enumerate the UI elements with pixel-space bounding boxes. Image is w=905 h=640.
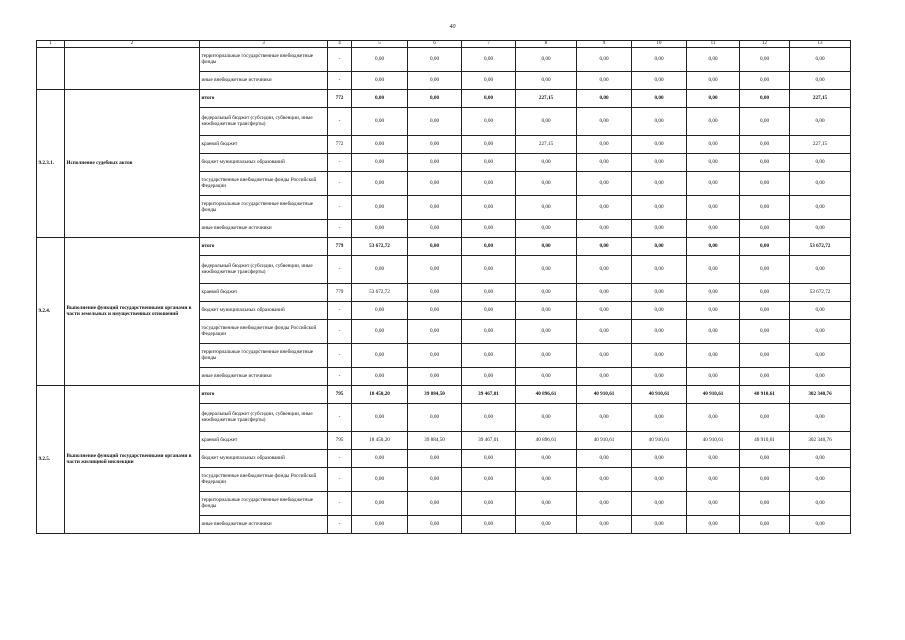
header-cell: 3 <box>200 41 328 48</box>
section-name <box>65 48 200 90</box>
value-cell: 0,00 <box>790 516 851 534</box>
value-cell: 0,00 <box>352 302 408 320</box>
code-cell: - <box>328 368 352 386</box>
section-number <box>37 48 65 90</box>
value-cell: 0,00 <box>462 404 516 432</box>
value-cell: 0,00 <box>740 450 790 468</box>
value-cell: 0,00 <box>352 256 408 284</box>
value-cell: 0,00 <box>790 368 851 386</box>
value-cell: 0,00 <box>408 320 462 344</box>
value-cell: 0,00 <box>740 154 790 172</box>
code-cell: - <box>328 404 352 432</box>
value-cell: 0,00 <box>632 516 687 534</box>
value-cell: 227,15 <box>516 136 577 154</box>
value-cell: 0,00 <box>577 136 632 154</box>
value-cell: 0,00 <box>740 320 790 344</box>
value-cell: 0,00 <box>462 72 516 90</box>
source-cell: территориальные государственные внебюджетные фонды <box>200 492 328 516</box>
value-cell: 0,00 <box>740 468 790 492</box>
value-cell: 0,00 <box>632 256 687 284</box>
source-cell: федеральный бюджет (субсидии, субвенции, иные межбюджетные трансферты) <box>200 404 328 432</box>
value-cell: 0,00 <box>408 154 462 172</box>
value-cell: 0,00 <box>687 220 740 238</box>
value-cell: 0,00 <box>352 136 408 154</box>
value-cell: 0,00 <box>790 404 851 432</box>
value-cell: 0,00 <box>516 108 577 136</box>
value-cell: 0,00 <box>462 284 516 302</box>
value-cell: 0,00 <box>577 450 632 468</box>
table-row <box>37 48 851 72</box>
value-cell: 0,00 <box>462 172 516 196</box>
code-cell: - <box>328 516 352 534</box>
value-cell: 0,00 <box>352 404 408 432</box>
code-cell: - <box>328 320 352 344</box>
value-cell: 0,00 <box>687 404 740 432</box>
value-cell: 0,00 <box>462 48 516 72</box>
value-cell: 0,00 <box>687 154 740 172</box>
value-cell: 40 910,61 <box>577 386 632 404</box>
value-cell: 0,00 <box>352 320 408 344</box>
value-cell: 0,00 <box>790 48 851 72</box>
value-cell: 18 450,20 <box>352 386 408 404</box>
value-cell: 0,00 <box>408 238 462 256</box>
value-cell: 0,00 <box>632 72 687 90</box>
value-cell: 0,00 <box>516 284 577 302</box>
value-cell: 0,00 <box>632 284 687 302</box>
code-cell: 779 <box>328 284 352 302</box>
value-cell: 0,00 <box>516 72 577 90</box>
value-cell: 0,00 <box>408 220 462 238</box>
value-cell: 0,00 <box>790 344 851 368</box>
value-cell: 53 672,72 <box>352 284 408 302</box>
value-cell: 0,00 <box>462 256 516 284</box>
value-cell: 0,00 <box>577 344 632 368</box>
source-cell: бюджет муниципальных образований <box>200 154 328 172</box>
value-cell: 0,00 <box>462 238 516 256</box>
header-cell: 7 <box>462 41 516 48</box>
value-cell: 0,00 <box>577 48 632 72</box>
source-cell: итого <box>200 90 328 108</box>
value-cell: 0,00 <box>740 196 790 220</box>
value-cell: 302 340,76 <box>790 386 851 404</box>
value-cell: 0,00 <box>687 492 740 516</box>
value-cell: 0,00 <box>687 196 740 220</box>
value-cell: 0,00 <box>790 72 851 90</box>
source-cell: федеральный бюджет (субсидии, субвенции, иные межбюджетные трансферты) <box>200 108 328 136</box>
value-cell: 0,00 <box>740 90 790 108</box>
value-cell: 0,00 <box>577 404 632 432</box>
value-cell: 0,00 <box>790 492 851 516</box>
value-cell: 0,00 <box>408 344 462 368</box>
value-cell: 0,00 <box>632 404 687 432</box>
value-cell: 40 910,61 <box>687 386 740 404</box>
header-cell: 8 <box>516 41 577 48</box>
source-cell: итого <box>200 238 328 256</box>
value-cell: 0,00 <box>516 492 577 516</box>
header-cell: 11 <box>687 41 740 48</box>
value-cell: 0,00 <box>408 492 462 516</box>
value-cell: 0,00 <box>516 404 577 432</box>
value-cell: 0,00 <box>462 90 516 108</box>
value-cell: 0,00 <box>632 320 687 344</box>
header-cell: 13 <box>790 41 851 48</box>
value-cell: 0,00 <box>577 238 632 256</box>
value-cell: 39 467,01 <box>462 432 516 450</box>
code-cell: - <box>328 220 352 238</box>
value-cell: 0,00 <box>740 492 790 516</box>
value-cell: 0,00 <box>462 302 516 320</box>
value-cell: 0,00 <box>462 516 516 534</box>
value-cell: 0,00 <box>632 302 687 320</box>
source-cell: федеральный бюджет (субсидии, субвенции, иные межбюджетные трансферты) <box>200 256 328 284</box>
value-cell: 40 896,61 <box>516 386 577 404</box>
value-cell: 0,00 <box>687 302 740 320</box>
value-cell: 0,00 <box>352 72 408 90</box>
value-cell: 0,00 <box>577 256 632 284</box>
value-cell: 0,00 <box>790 196 851 220</box>
value-cell: 227,15 <box>516 90 577 108</box>
section-name: Исполнение судебных актов <box>65 90 200 238</box>
code-cell: - <box>328 72 352 90</box>
code-cell: 795 <box>328 432 352 450</box>
value-cell: 0,00 <box>740 72 790 90</box>
value-cell: 0,00 <box>352 468 408 492</box>
value-cell: 0,00 <box>408 48 462 72</box>
header-cell: 9 <box>577 41 632 48</box>
source-cell: бюджет муниципальных образований <box>200 450 328 468</box>
source-cell: территориальные государственные внебюджетные фонды <box>200 48 328 72</box>
section-number: 9.2.5. <box>37 386 65 534</box>
table-row <box>37 386 851 404</box>
value-cell: 0,00 <box>790 320 851 344</box>
value-cell: 0,00 <box>790 172 851 196</box>
value-cell: 0,00 <box>687 450 740 468</box>
value-cell: 0,00 <box>632 48 687 72</box>
code-cell: - <box>328 344 352 368</box>
value-cell: 40 910,61 <box>687 432 740 450</box>
code-cell: - <box>328 302 352 320</box>
value-cell: 0,00 <box>632 450 687 468</box>
source-cell: иные внебюджетные источники <box>200 72 328 90</box>
value-cell: 53 672,72 <box>790 284 851 302</box>
table-body <box>37 41 851 534</box>
value-cell: 0,00 <box>687 284 740 302</box>
header-row <box>37 41 851 48</box>
value-cell: 0,00 <box>516 154 577 172</box>
value-cell: 0,00 <box>687 238 740 256</box>
value-cell: 0,00 <box>352 516 408 534</box>
source-cell: краевой бюджет <box>200 432 328 450</box>
value-cell: 0,00 <box>352 154 408 172</box>
value-cell: 18 450,20 <box>352 432 408 450</box>
value-cell: 0,00 <box>740 256 790 284</box>
source-cell: иные внебюджетные источники <box>200 516 328 534</box>
header-cell: 12 <box>740 41 790 48</box>
header-cell: 1 <box>37 41 65 48</box>
code-cell: - <box>328 48 352 72</box>
value-cell: 0,00 <box>740 136 790 154</box>
value-cell: 0,00 <box>408 172 462 196</box>
value-cell: 0,00 <box>687 172 740 196</box>
value-cell: 40 910,61 <box>632 432 687 450</box>
value-cell: 0,00 <box>352 368 408 386</box>
value-cell: 0,00 <box>516 344 577 368</box>
value-cell: 0,00 <box>577 368 632 386</box>
value-cell: 0,00 <box>577 108 632 136</box>
value-cell: 0,00 <box>577 154 632 172</box>
value-cell: 40 910,61 <box>740 432 790 450</box>
value-cell: 0,00 <box>740 344 790 368</box>
code-cell: - <box>328 172 352 196</box>
value-cell: 0,00 <box>687 344 740 368</box>
value-cell: 0,00 <box>516 196 577 220</box>
value-cell: 0,00 <box>516 238 577 256</box>
code-cell: 772 <box>328 90 352 108</box>
value-cell: 0,00 <box>687 256 740 284</box>
value-cell: 0,00 <box>352 492 408 516</box>
value-cell: 0,00 <box>790 468 851 492</box>
value-cell: 0,00 <box>632 108 687 136</box>
value-cell: 53 672,72 <box>352 238 408 256</box>
value-cell: 0,00 <box>352 172 408 196</box>
value-cell: 0,00 <box>687 90 740 108</box>
value-cell: 0,00 <box>632 492 687 516</box>
code-cell: - <box>328 108 352 136</box>
value-cell: 0,00 <box>577 172 632 196</box>
value-cell: 0,00 <box>516 48 577 72</box>
value-cell: 0,00 <box>408 468 462 492</box>
value-cell: 0,00 <box>632 238 687 256</box>
value-cell: 0,00 <box>462 344 516 368</box>
value-cell: 0,00 <box>632 172 687 196</box>
header-cell: 2 <box>65 41 200 48</box>
value-cell: 0,00 <box>740 172 790 196</box>
header-cell: 6 <box>408 41 462 48</box>
value-cell: 0,00 <box>516 320 577 344</box>
value-cell: 0,00 <box>577 90 632 108</box>
value-cell: 0,00 <box>577 516 632 534</box>
value-cell: 0,00 <box>462 136 516 154</box>
value-cell: 0,00 <box>577 302 632 320</box>
value-cell: 0,00 <box>577 284 632 302</box>
source-cell: бюджет муниципальных образований <box>200 302 328 320</box>
value-cell: 0,00 <box>408 90 462 108</box>
table-row <box>37 90 851 108</box>
value-cell: 0,00 <box>790 108 851 136</box>
code-cell: - <box>328 154 352 172</box>
value-cell: 0,00 <box>408 108 462 136</box>
source-cell: территориальные государственные внебюджетные фонды <box>200 196 328 220</box>
value-cell: 0,00 <box>516 256 577 284</box>
source-cell: государственные внебюджетные фонды Российской Федерации <box>200 320 328 344</box>
value-cell: 0,00 <box>462 196 516 220</box>
value-cell: 0,00 <box>740 404 790 432</box>
value-cell: 227,15 <box>790 90 851 108</box>
value-cell: 0,00 <box>740 238 790 256</box>
source-cell: иные внебюджетные источники <box>200 368 328 386</box>
value-cell: 0,00 <box>516 368 577 386</box>
value-cell: 0,00 <box>577 196 632 220</box>
section-name: Выполнение функций государственными органами в части жилищной инспекции <box>65 386 200 534</box>
value-cell: 53 672,72 <box>790 238 851 256</box>
value-cell: 0,00 <box>740 284 790 302</box>
value-cell: 0,00 <box>516 468 577 492</box>
code-cell: - <box>328 492 352 516</box>
value-cell: 40 910,61 <box>577 432 632 450</box>
value-cell: 0,00 <box>577 468 632 492</box>
value-cell: 0,00 <box>740 48 790 72</box>
value-cell: 0,00 <box>516 516 577 534</box>
value-cell: 0,00 <box>408 136 462 154</box>
value-cell: 40 910,61 <box>632 386 687 404</box>
budget-table <box>36 40 851 534</box>
value-cell: 0,00 <box>352 196 408 220</box>
page-number: 40 <box>449 24 456 30</box>
value-cell: 0,00 <box>740 516 790 534</box>
value-cell: 0,00 <box>462 368 516 386</box>
value-cell: 0,00 <box>352 450 408 468</box>
code-cell: - <box>328 256 352 284</box>
source-cell: иные внебюджетные источники <box>200 220 328 238</box>
value-cell: 0,00 <box>577 72 632 90</box>
header-cell: 10 <box>632 41 687 48</box>
code-cell: 772 <box>328 136 352 154</box>
value-cell: 39 884,50 <box>408 432 462 450</box>
code-cell: 779 <box>328 238 352 256</box>
value-cell: 0,00 <box>462 154 516 172</box>
value-cell: 0,00 <box>462 492 516 516</box>
value-cell: 0,00 <box>408 404 462 432</box>
value-cell: 0,00 <box>577 492 632 516</box>
value-cell: 40 896,61 <box>516 432 577 450</box>
source-cell: краевой бюджет <box>200 136 328 154</box>
value-cell: 0,00 <box>687 136 740 154</box>
code-cell: - <box>328 196 352 220</box>
value-cell: 0,00 <box>632 344 687 368</box>
value-cell: 0,00 <box>687 368 740 386</box>
value-cell: 0,00 <box>577 220 632 238</box>
value-cell: 0,00 <box>790 220 851 238</box>
value-cell: 0,00 <box>516 450 577 468</box>
value-cell: 0,00 <box>687 108 740 136</box>
value-cell: 0,00 <box>740 368 790 386</box>
value-cell: 0,00 <box>462 108 516 136</box>
value-cell: 39 467,01 <box>462 386 516 404</box>
value-cell: 0,00 <box>790 256 851 284</box>
code-cell: 795 <box>328 386 352 404</box>
table-row <box>37 238 851 256</box>
value-cell: 0,00 <box>462 450 516 468</box>
value-cell: 0,00 <box>462 468 516 492</box>
value-cell: 0,00 <box>632 468 687 492</box>
value-cell: 0,00 <box>462 320 516 344</box>
value-cell: 0,00 <box>632 90 687 108</box>
value-cell: 39 884,50 <box>408 386 462 404</box>
source-cell: краевой бюджет <box>200 284 328 302</box>
value-cell: 0,00 <box>632 196 687 220</box>
value-cell: 0,00 <box>632 136 687 154</box>
value-cell: 0,00 <box>687 468 740 492</box>
value-cell: 0,00 <box>352 90 408 108</box>
value-cell: 0,00 <box>462 220 516 238</box>
value-cell: 0,00 <box>790 302 851 320</box>
value-cell: 0,00 <box>516 302 577 320</box>
value-cell: 0,00 <box>352 344 408 368</box>
value-cell: 0,00 <box>408 196 462 220</box>
value-cell: 0,00 <box>632 368 687 386</box>
value-cell: 0,00 <box>577 320 632 344</box>
section-number: 9.2.4. <box>37 238 65 386</box>
value-cell: 0,00 <box>408 72 462 90</box>
header-cell: 4 <box>328 41 352 48</box>
value-cell: 0,00 <box>687 48 740 72</box>
value-cell: 0,00 <box>516 220 577 238</box>
code-cell: - <box>328 468 352 492</box>
section-name: Выполнение функций государственными органами в части земельных и имущественных отношений <box>65 238 200 386</box>
source-cell: итого <box>200 386 328 404</box>
value-cell: 0,00 <box>408 450 462 468</box>
value-cell: 0,00 <box>687 320 740 344</box>
value-cell: 0,00 <box>516 172 577 196</box>
source-cell: государственные внебюджетные фонды Российской Федерации <box>200 468 328 492</box>
value-cell: 0,00 <box>408 302 462 320</box>
value-cell: 0,00 <box>687 72 740 90</box>
value-cell: 0,00 <box>740 108 790 136</box>
source-cell: государственные внебюджетные фонды Российской Федерации <box>200 172 328 196</box>
code-cell: - <box>328 450 352 468</box>
source-cell: территориальные государственные внебюджетные фонды <box>200 344 328 368</box>
value-cell: 0,00 <box>408 256 462 284</box>
value-cell: 227,15 <box>790 136 851 154</box>
value-cell: 40 910,61 <box>740 386 790 404</box>
section-number: 9.2.3.1. <box>37 90 65 238</box>
value-cell: 0,00 <box>408 284 462 302</box>
value-cell: 0,00 <box>790 154 851 172</box>
value-cell: 0,00 <box>687 516 740 534</box>
value-cell: 0,00 <box>740 220 790 238</box>
value-cell: 0,00 <box>352 220 408 238</box>
value-cell: 0,00 <box>632 220 687 238</box>
value-cell: 0,00 <box>352 108 408 136</box>
value-cell: 0,00 <box>740 302 790 320</box>
value-cell: 0,00 <box>352 48 408 72</box>
value-cell: 0,00 <box>632 154 687 172</box>
value-cell: 0,00 <box>790 450 851 468</box>
value-cell: 0,00 <box>408 516 462 534</box>
header-cell: 5 <box>352 41 408 48</box>
value-cell: 302 340,76 <box>790 432 851 450</box>
value-cell: 0,00 <box>408 368 462 386</box>
